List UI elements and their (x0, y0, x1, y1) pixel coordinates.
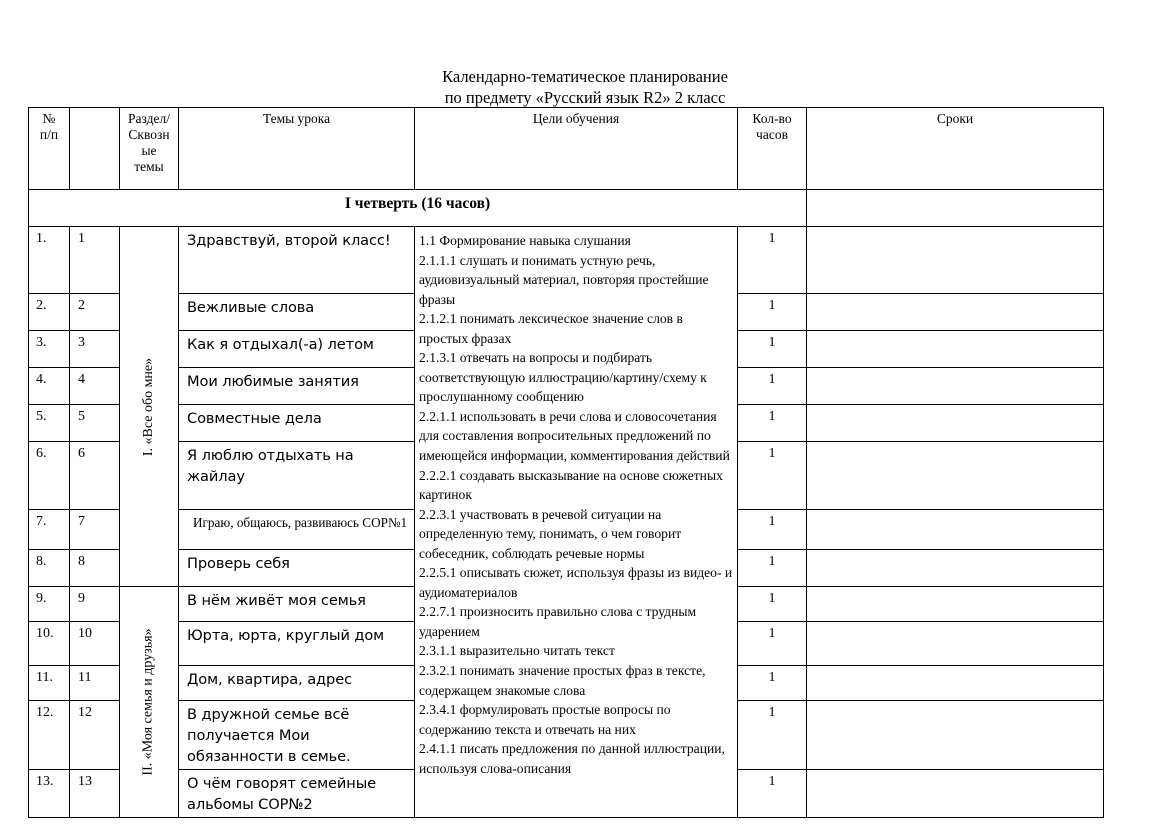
table-header-row (29, 108, 1104, 190)
row-number: 6 (70, 442, 120, 510)
dates-cell (807, 550, 1104, 587)
hours-count: 1 (738, 587, 807, 622)
lesson-topic: Вежливые слова (179, 294, 415, 331)
header-section-line3: ые (141, 143, 157, 158)
hours-count: 1 (738, 510, 807, 550)
lesson-topic: Совместные дела (179, 405, 415, 442)
learning-objective: 2.3.1.1 выразительно читать текст (419, 643, 615, 659)
learning-objective: 2.2.7.1 произносить правильно слова с трудным ударением (419, 604, 697, 639)
learning-objective: 2.3.4.1 формулировать простые вопросы по содержанию текста и отвечать на них (419, 702, 671, 737)
hours-count: 1 (738, 368, 807, 405)
header-no-line2: п/п (39, 127, 59, 142)
document-title (0, 66, 1170, 108)
lesson-topic: О чём говорят семейные альбомы СОР№2 (179, 770, 415, 818)
title-line-1: Календарно-тематическое планирование (442, 67, 728, 86)
dates-cell (807, 622, 1104, 666)
row-number: 8 (70, 550, 120, 587)
quarter-banner-dates-cell (807, 190, 1104, 227)
lesson-topic: В дружной семье всё получается Мои обязанности в семье. (179, 701, 415, 770)
lesson-topic: Дом, квартира, адрес (179, 666, 415, 701)
learning-objective: 1.1 Формирование навыка слушания (419, 233, 631, 248)
learning-objective: 2.2.3.1 участвовать в речевой ситуации на определенную тему, понимать, о чем говорит собеседник, соблюдать речевые нормы (419, 506, 682, 561)
lesson-topic: Юрта, юрта, круглый дом (179, 622, 415, 666)
hours-count: 1 (738, 405, 807, 442)
lesson-topic: Здравствуй, второй класс! (179, 227, 415, 294)
row-number: 1 (70, 227, 120, 294)
row-number: 4 (70, 368, 120, 405)
row-number: 7 (70, 510, 120, 550)
row-number: 5 (70, 405, 120, 442)
dates-cell (807, 510, 1104, 550)
hours-count: 1 (738, 442, 807, 510)
row-index: 1. (29, 227, 70, 294)
learning-objective: 2.4.1.1 писать предложения по данной иллюстрации, используя слова-описания (419, 741, 725, 776)
row-index: 5. (29, 405, 70, 442)
title-line-2: по предмету «Русский язык R2» 2 класс (444, 88, 726, 107)
header-hours-line1: Кол-во (752, 111, 792, 126)
header-hours-line2: часов (756, 127, 788, 142)
header-cell-goals (415, 108, 738, 190)
header-cell-num (70, 108, 120, 190)
row-number: 12 (70, 701, 120, 770)
header-cell-hours (738, 108, 807, 190)
row-index: 6. (29, 442, 70, 510)
lesson-topic: Как я отдыхал(-а) летом (179, 331, 415, 368)
header-topic-label: Темы урока (262, 111, 331, 126)
dates-cell (807, 227, 1104, 294)
quarter-banner-row (29, 190, 1104, 227)
section-label-1: I. «Все обо мне» (141, 357, 157, 456)
hours-count: 1 (738, 294, 807, 331)
row-index: 9. (29, 587, 70, 622)
lesson-topic: В нём живёт моя семья (179, 587, 415, 622)
learning-objectives-cell (415, 227, 738, 818)
header-section-line1: Раздел/ (128, 111, 170, 126)
header-section-line2: Сквозн (128, 127, 170, 142)
dates-cell (807, 405, 1104, 442)
dates-cell (807, 587, 1104, 622)
row-index: 2. (29, 294, 70, 331)
header-cell-topic (179, 108, 415, 190)
learning-objective: 2.1.1.1 слушать и понимать устную речь, аудиовизуальный материал, повторяя простейшие фразы (419, 252, 709, 307)
dates-cell (807, 770, 1104, 818)
dates-cell (807, 701, 1104, 770)
learning-objective: 2.3.2.1 понимать значение простых фраз в тексте, содержащем знакомые слова (419, 663, 706, 698)
hours-count: 1 (738, 770, 807, 818)
lesson-topic: Я люблю отдыхать на жайлау (179, 442, 415, 510)
learning-objective: 2.1.2.1 понимать лексическое значение слов в простых фразах (419, 311, 683, 346)
row-index: 10. (29, 622, 70, 666)
row-number: 10 (70, 622, 120, 666)
dates-cell (807, 294, 1104, 331)
header-cell-section (120, 108, 179, 190)
dates-cell (807, 368, 1104, 405)
section-label-cell-2 (120, 587, 179, 818)
hours-count: 1 (738, 701, 807, 770)
learning-objective: 2.2.2.1 создавать высказывание на основе сюжетных картинок (419, 467, 723, 503)
calendar-thematic-planning-table (28, 107, 1104, 818)
header-cell-dates (807, 108, 1104, 190)
dates-cell (807, 442, 1104, 510)
dates-cell (807, 331, 1104, 368)
row-index: 11. (29, 666, 70, 701)
learning-objective: 2.2.5.1 описывать сюжет, используя фразы из видео- и аудиоматериалов (419, 565, 733, 600)
header-goals-label: Цели обучения (532, 111, 620, 126)
section-label-2: II. «Моя семья и друзья» (141, 628, 157, 776)
header-dates-label: Сроки (936, 111, 974, 126)
row-number: 9 (70, 587, 120, 622)
section-label-cell-1 (120, 227, 179, 587)
row-index: 13. (29, 770, 70, 818)
hours-count: 1 (738, 331, 807, 368)
quarter-banner: I четверть (16 часов) (29, 190, 807, 227)
row-number: 3 (70, 331, 120, 368)
dates-cell (807, 666, 1104, 701)
header-section-line4: темы (134, 159, 164, 174)
header-no-line1: № (42, 111, 56, 126)
row-index: 8. (29, 550, 70, 587)
row-number: 11 (70, 666, 120, 701)
hours-count: 1 (738, 227, 807, 294)
hours-count: 1 (738, 666, 807, 701)
row-index: 12. (29, 701, 70, 770)
row-index: 7. (29, 510, 70, 550)
lesson-topic: Играю, общаюсь, развиваюсь СОР№1 (179, 510, 415, 550)
row-index: 3. (29, 331, 70, 368)
row-number: 13 (70, 770, 120, 818)
row-number: 2 (70, 294, 120, 331)
learning-objective: 2.1.3.1 отвечать на вопросы и подбирать соответствующую иллюстрацию/картину/схему к прослушанному сообщению (419, 350, 707, 405)
learning-objective: 2.2.1.1 использовать в речи слова и словосочетания для составления вопросительных предложений по имеющейся информации, комментирования действий (419, 408, 730, 464)
lesson-topic: Мои любимые занятия (179, 368, 415, 405)
row-index: 4. (29, 368, 70, 405)
lesson-topic: Проверь себя (179, 550, 415, 587)
hours-count: 1 (738, 622, 807, 666)
table-row (29, 227, 1104, 294)
hours-count: 1 (738, 550, 807, 587)
header-cell-no (29, 108, 70, 190)
